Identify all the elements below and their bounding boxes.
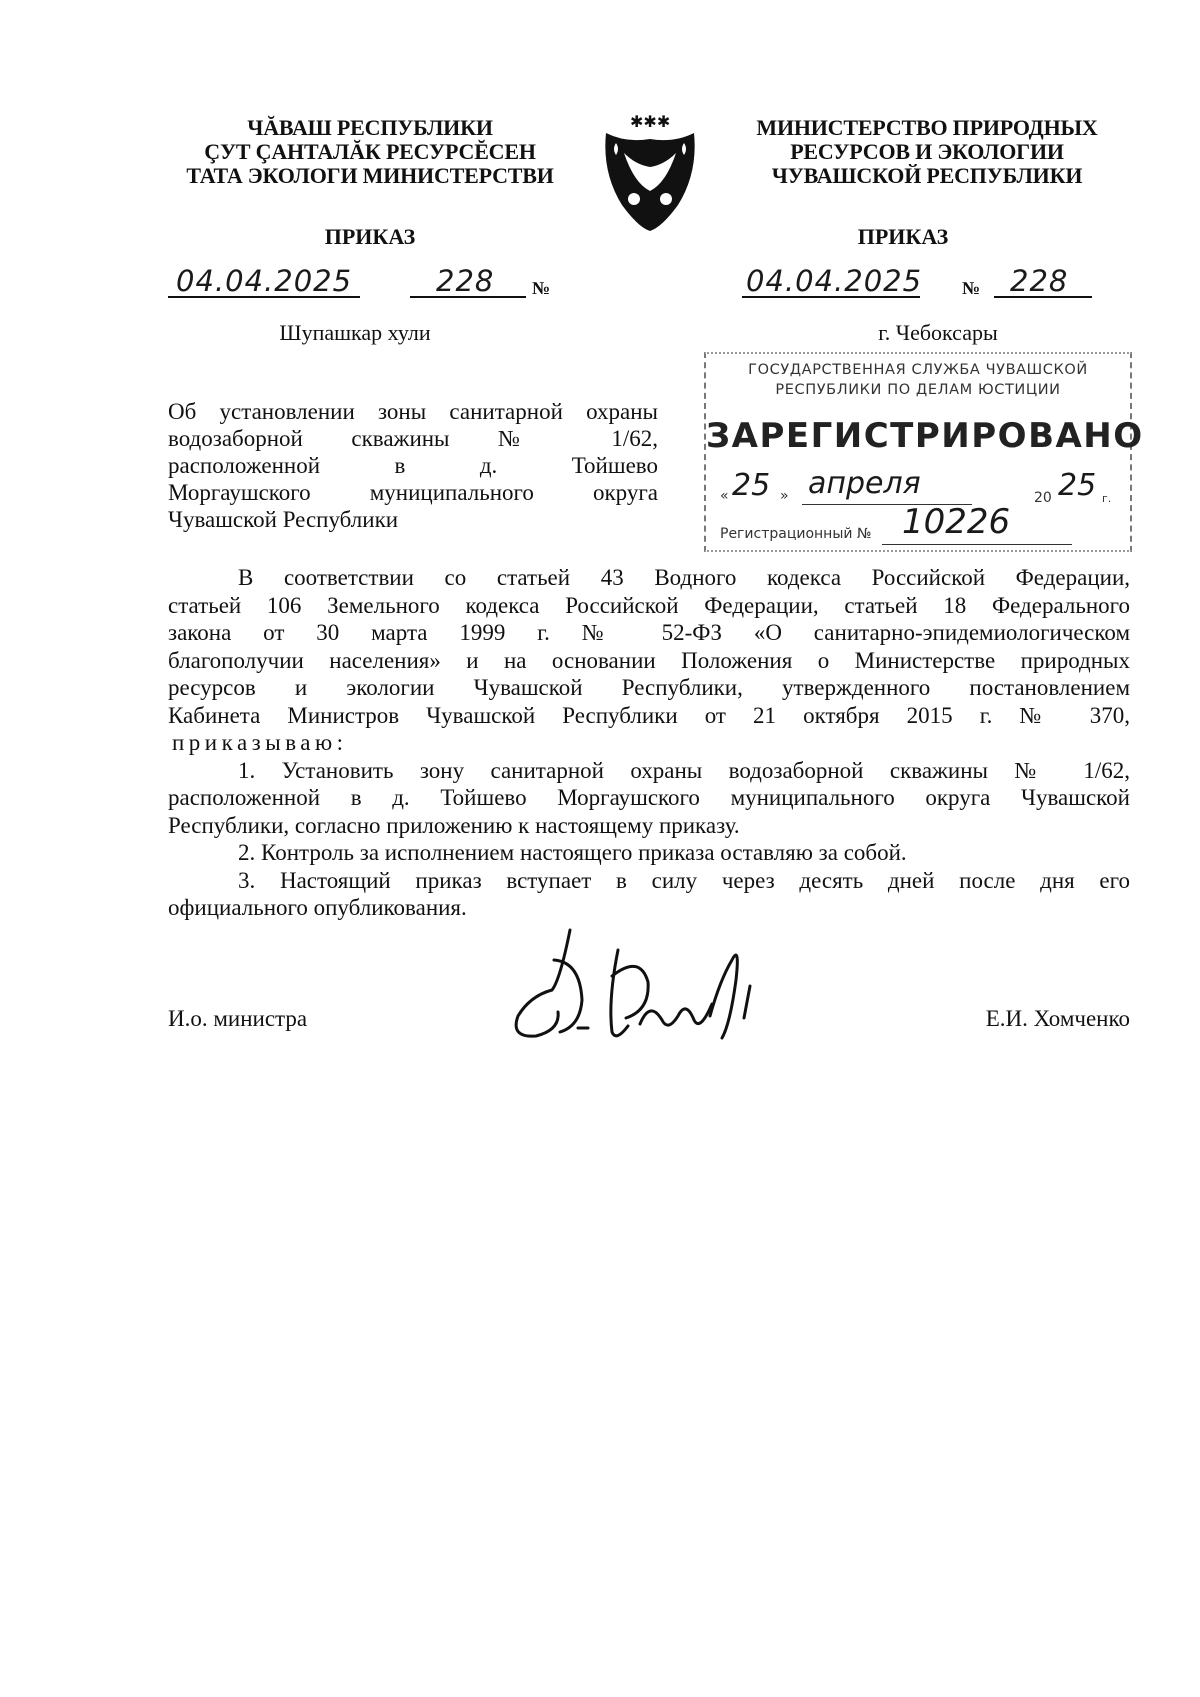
preamble-line: ресурсов и экологии Чувашской Республики, утвержденного постановлением [168,675,1130,700]
order-date-left: 04.04.2025 [176,264,353,298]
order-number-right: 228 [1010,264,1069,298]
order-number-left: 228 [436,264,495,298]
header-russian-line-1: МИНИСТЕРСТВО ПРИРОДНЫХ [756,115,1098,140]
header-russian-line-3: ЧУВАШСКОЙ РЕСПУБЛИКИ [771,163,1083,188]
item-1-line: 1. Установить зону санитарной охраны водозаборной скважины № 1/62, [238,757,1130,783]
preamble-line: благополучии населения» и на основании Положения о Министерстве природных [168,647,1130,673]
place-chuvash: Шупашкар хули [279,320,431,345]
stamp-year-prefix: 20 [1034,490,1052,506]
stamp-org-line-2: РЕСПУБЛИКИ ПО ДЕЛАМ ЮСТИЦИИ [775,382,1061,398]
handwritten-signature [500,920,790,1070]
number-sign-right: № [962,278,981,298]
subject-line: расположенной в д. Тойшево [168,453,658,478]
stamp-reg-label: Регистрационный № [720,526,872,542]
header-chuvash-line-1: ЧĂВАШ РЕСПУБЛИКИ [247,115,493,140]
stamp-reg-number: 10226 [902,502,1011,542]
header-russian [742,116,1112,188]
subject-line: Об установлении зоны санитарной охраны [168,399,658,424]
header-chuvash-line-2: ÇУТ ÇАНТАЛĂК РЕСУРСĔСЕН [204,139,536,164]
header-chuvash [150,116,590,188]
number-sign-left: № [532,278,551,298]
preamble-line: статьей 106 Земельного кодекса Российской Федерации, статьей 18 Федерального [168,592,1130,618]
subject-line: водозаборной скважины № 1/62, [168,426,658,451]
order-body [168,564,1130,922]
stamp-year-letter: г. [1102,492,1112,505]
svg-text:✱✱✱: ✱✱✱ [630,113,671,131]
preamble-line: Кабинета Министров Чувашской Республики от 21 октября 2015 г. № 370, [168,702,1130,728]
preamble-line: закона от 30 марта 1999 г. № 52-ФЗ «О санитарно-эпидемиологическом [168,620,1130,645]
chuvash-emblem-icon [594,113,706,233]
order-date-right: 04.04.2025 [746,264,923,298]
preamble-line: В соответствии со статьей 43 Водного кодекса Российской Федерации, [238,565,1130,590]
directive: приказываю: [172,730,348,755]
item-3-line: 3. Настоящий приказ вступает в силу через десять дней после дня его [238,867,1130,893]
item-1-line: расположенной в д. Тойшево Моргаушского муниципального округа Чувашской [168,785,1130,810]
item-2: 2. Контроль за исполнением настоящего приказа оставляю за собой. [238,840,907,865]
subject-line: Моргаушского муниципального округа [168,480,658,505]
signatory-name: Е.И. Хомченко [985,1006,1130,1031]
stamp-day: 25 [732,468,771,503]
signatory-title: И.о. министра [168,1006,308,1031]
stamp-quote-open: « [720,488,729,504]
header-chuvash-line-3: ТАТА ЭКОЛОГИ МИНИСТЕРСТВИ [186,163,554,188]
item-3-line: официального опубликования. [168,895,467,920]
stamp-reg-line [882,544,1072,545]
stamp-title: ЗАРЕГИСТРИРОВАНО [706,416,1144,456]
place-russian: г. Чебоксары [878,320,998,345]
header-russian-line-2: РЕСУРСОВ И ЭКОЛОГИИ [790,139,1064,164]
stamp-org-line-1: ГОСУДАРСТВЕННАЯ СЛУЖБА ЧУВАШСКОЙ [748,362,1088,378]
order-title-chuvash: ПРИКАЗ [324,224,416,249]
subject-line: Чувашской Республики [168,507,399,532]
stamp-quote-close: » [780,488,789,504]
stamp-year-suffix: 25 [1058,468,1097,503]
registration-stamp [704,352,1144,552]
item-1-line: Республики, согласно приложению к настоящему приказу. [168,812,740,838]
order-title-russian: ПРИКАЗ [857,224,949,249]
order-subject [168,398,658,533]
stamp-month: апреля [808,466,921,501]
